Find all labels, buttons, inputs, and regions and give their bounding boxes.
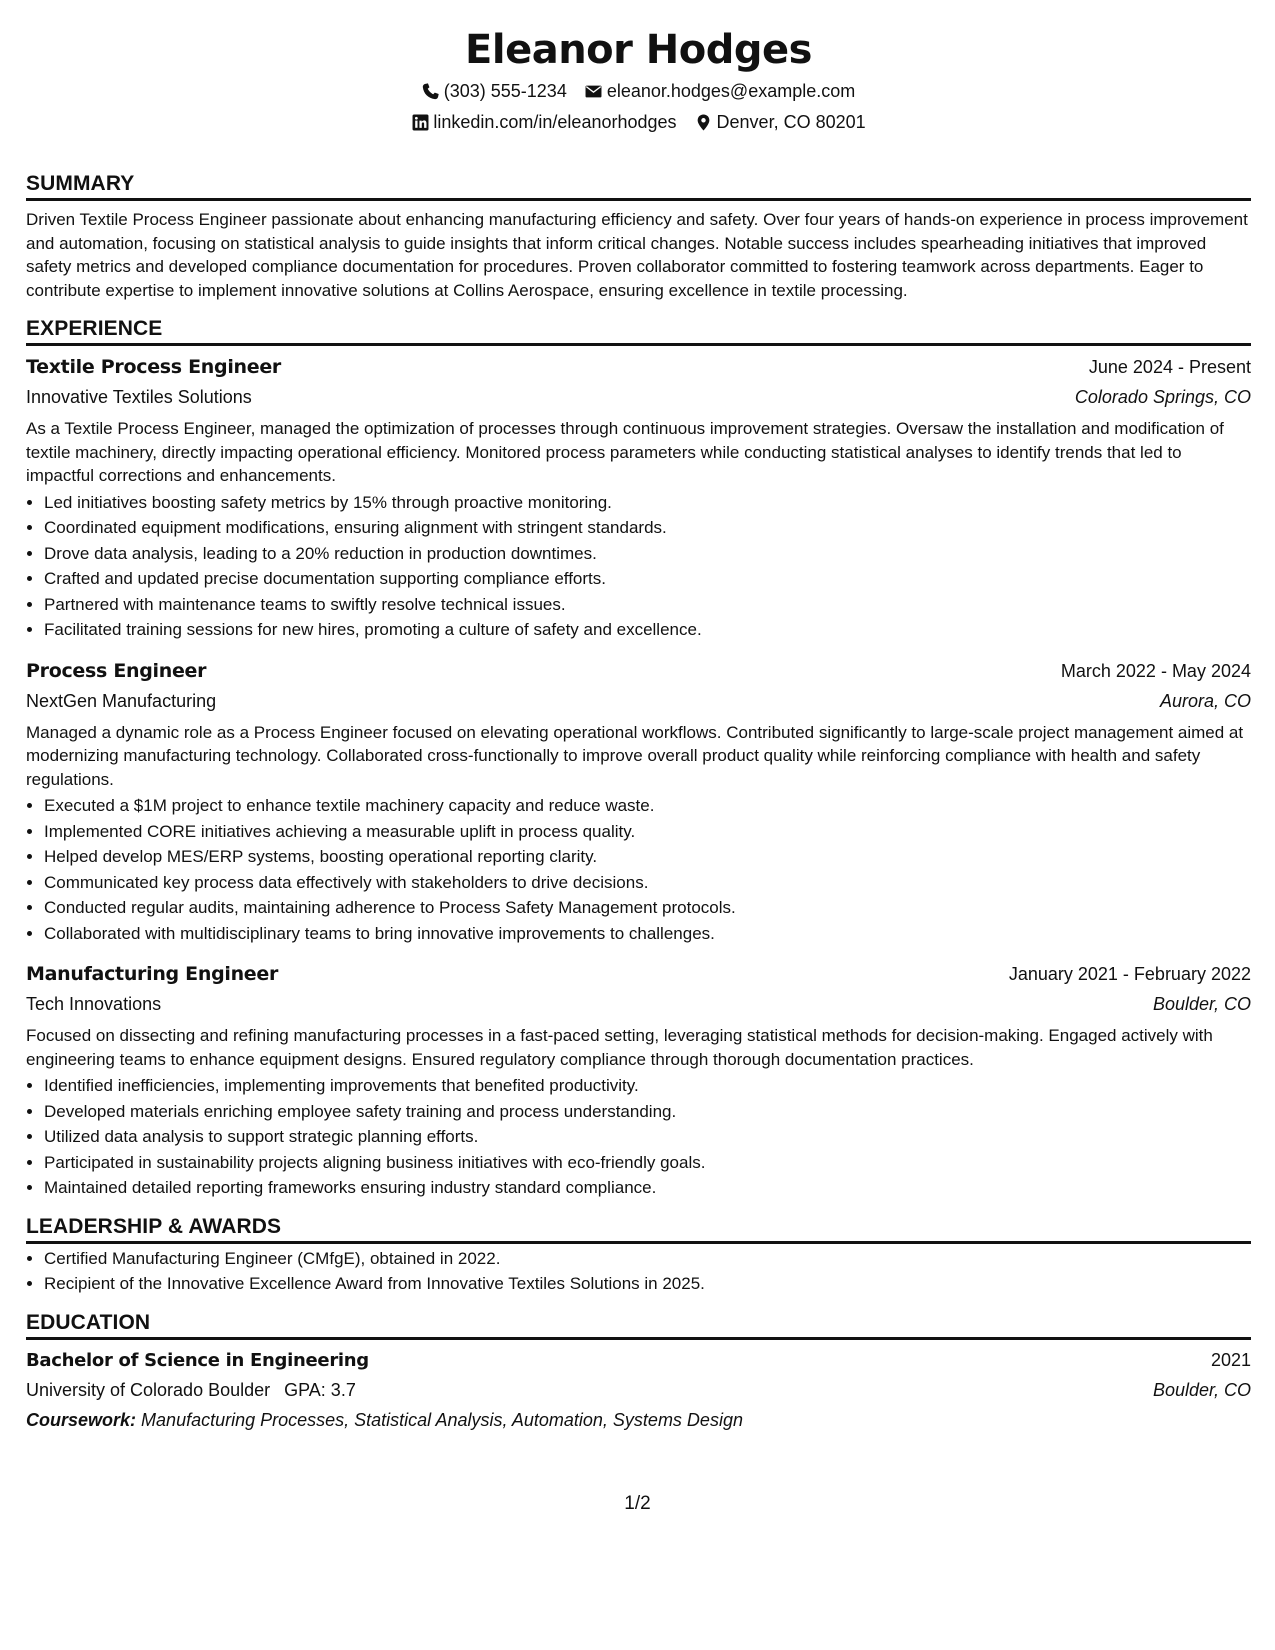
list-item: • Communicated key process data effectively with stakeholders to drive decisions. — [44, 870, 1251, 896]
leadership-list — [26, 1246, 1251, 1297]
gpa: GPA: 3.7 — [284, 1379, 356, 1400]
job-header-row — [26, 962, 1251, 986]
email-address[interactable]: eleanor.hodges@example.com — [606, 81, 856, 101]
job-title: Textile Process Engineer — [26, 356, 282, 378]
summary-heading: SUMMARY — [26, 172, 1251, 201]
job-company: NextGen Manufacturing — [26, 690, 217, 711]
coursework-label: Coursework: — [26, 1409, 137, 1430]
job-location: Colorado Springs, CO — [1074, 387, 1251, 407]
school-name: University of Colorado Boulder — [26, 1379, 271, 1400]
job-company: Innovative Textiles Solutions — [26, 387, 252, 407]
job-entry — [26, 659, 1251, 947]
school-row — [26, 1378, 1251, 1402]
envelope-icon — [585, 82, 603, 100]
job-bullets — [26, 1073, 1251, 1201]
list-item: • Recipient of the Innovative Excellence Award from Innovative Textiles Solutions in 2025. — [44, 1271, 1251, 1297]
job-company: Tech Innovations — [26, 994, 162, 1014]
list-item: • Crafted and updated precise documentation supporting compliance efforts. — [44, 566, 1251, 592]
job-entry — [26, 962, 1251, 1201]
job-company-row — [26, 992, 1251, 1016]
job-description: Managed a dynamic role as a Process Engineer focused on elevating operational workflows. Contributed significantly to large-scale project management aimed at modernizing manufacturing technology. Collaborated cross-functionally to improve overall product quality while reinforcing compliance with health and safety regulations. — [26, 722, 1244, 789]
summary-text: Driven Textile Process Engineer passionate about enhancing manufacturing efficiency and safety. Over four years of hands-on experience in process improvement and automation, focusing on statistical analysis to guide insights that inform critical changes. Notable success includes spearheading initiatives that improved safety metrics and developed compliance documentation for procedures. Proven collaborator committed to fostering teamwork across departments. Eager to contribute expertise to implement innovative solutions at Collins Aerospace, ensuring excellence in textile processing. — [26, 210, 1248, 300]
list-item: • Participated in sustainability projects aligning business initiatives with eco-friendly goals. — [44, 1150, 1251, 1176]
contact-linkedin[interactable] — [411, 111, 676, 133]
contact-line-1 — [26, 80, 1251, 102]
list-item: • Collaborated with multidisciplinary teams to bring innovative improvements to challenges. — [44, 921, 1251, 947]
job-company-row — [26, 385, 1251, 409]
job-description: Focused on dissecting and refining manufacturing processes in a fast-paced setting, leveraging statistical methods for decision-making. Engaged actively with engineering teams to enhance equipment designs. Ensured regulatory compliance through thorough documentation practices. — [26, 1026, 1213, 1069]
resume-page — [26, 0, 1251, 1432]
list-item: • Utilized data analysis to support strategic planning efforts. — [44, 1124, 1251, 1150]
degree-name: Bachelor of Science in Engineering — [26, 1349, 369, 1371]
education-heading: EDUCATION — [26, 1311, 1251, 1340]
experience-heading: EXPERIENCE — [26, 317, 1251, 346]
list-item: • Implemented CORE initiatives achieving a measurable uplift in process quality. — [44, 819, 1251, 845]
list-item: • Facilitated training sessions for new hires, promoting a culture of safety and excellence. — [44, 617, 1251, 643]
list-item: • Drove data analysis, leading to a 20% reduction in production downtimes. — [44, 541, 1251, 567]
job-bullets — [26, 793, 1251, 946]
job-description: As a Textile Process Engineer, managed the optimization of processes through continuous improvement strategies. Oversaw the installation and modification of textile machinery, directly impacting operational efficiency. Monitored process parameters while conducting statistical analyses to identify trends that led to impactful corrections and enhancements. — [26, 419, 1224, 485]
job-location: Boulder, CO — [1152, 994, 1251, 1014]
resume-header — [26, 24, 1251, 133]
graduation-year: 2021 — [1210, 1349, 1251, 1370]
school-info — [26, 1378, 356, 1402]
job-entry — [26, 355, 1251, 643]
list-item: • Conducted regular audits, maintaining adherence to Process Safety Management protocols. — [44, 895, 1251, 921]
job-dates: January 2021 - February 2022 — [1008, 964, 1251, 984]
job-title: Process Engineer — [26, 659, 207, 682]
location-text: Denver, CO 80201 — [716, 112, 866, 132]
job-location: Aurora, CO — [1159, 690, 1251, 711]
linkedin-url[interactable]: linkedin.com/in/eleanorhodges — [433, 112, 677, 132]
job-company-row — [26, 689, 1251, 713]
phone-icon — [422, 82, 440, 100]
list-item: • Led initiatives boosting safety metrics by 15% through proactive monitoring. — [44, 490, 1251, 516]
job-header-row — [26, 355, 1251, 379]
job-dates: June 2024 - Present — [1088, 357, 1251, 377]
list-item: • Certified Manufacturing Engineer (CMfgE), obtained in 2022. — [44, 1246, 1251, 1272]
leadership-heading: LEADERSHIP & AWARDS — [26, 1215, 1251, 1244]
contact-location — [695, 111, 866, 133]
linkedin-icon — [411, 113, 429, 131]
list-item: • Executed a $1M project to enhance textile machinery capacity and reduce waste. — [44, 793, 1251, 819]
job-title: Manufacturing Engineer — [26, 963, 279, 985]
education-entry — [26, 1348, 1251, 1432]
contact-phone — [422, 80, 567, 102]
school-location: Boulder, CO — [1152, 1379, 1251, 1400]
list-item: • Developed materials enriching employee safety training and process understanding. — [44, 1099, 1251, 1125]
map-marker-icon — [695, 113, 713, 131]
list-item: • Helped develop MES/ERP systems, boosting operational reporting clarity. — [44, 844, 1251, 870]
degree-row — [26, 1348, 1251, 1373]
candidate-name: Eleanor Hodges — [465, 27, 812, 73]
contact-email[interactable] — [585, 80, 855, 102]
phone-number: (303) 555-1234 — [443, 81, 567, 101]
list-item: • Partnered with maintenance teams to swiftly resolve technical issues. — [44, 592, 1251, 618]
job-header-row — [26, 659, 1251, 683]
job-dates: March 2022 - May 2024 — [1060, 660, 1251, 681]
coursework — [26, 1408, 1251, 1432]
list-item: • Identified inefficiencies, implementing improvements that benefited productivity. — [44, 1073, 1251, 1099]
page-number: 1/2 — [624, 1493, 651, 1514]
list-item: • Maintained detailed reporting frameworks ensuring industry standard compliance. — [44, 1175, 1251, 1201]
contact-line-2 — [26, 111, 1251, 133]
job-bullets — [26, 490, 1251, 643]
coursework-list: Manufacturing Processes, Statistical Analysis, Automation, Systems Design — [141, 1409, 743, 1430]
list-item: • Coordinated equipment modifications, ensuring alignment with stringent standards. — [44, 515, 1251, 541]
